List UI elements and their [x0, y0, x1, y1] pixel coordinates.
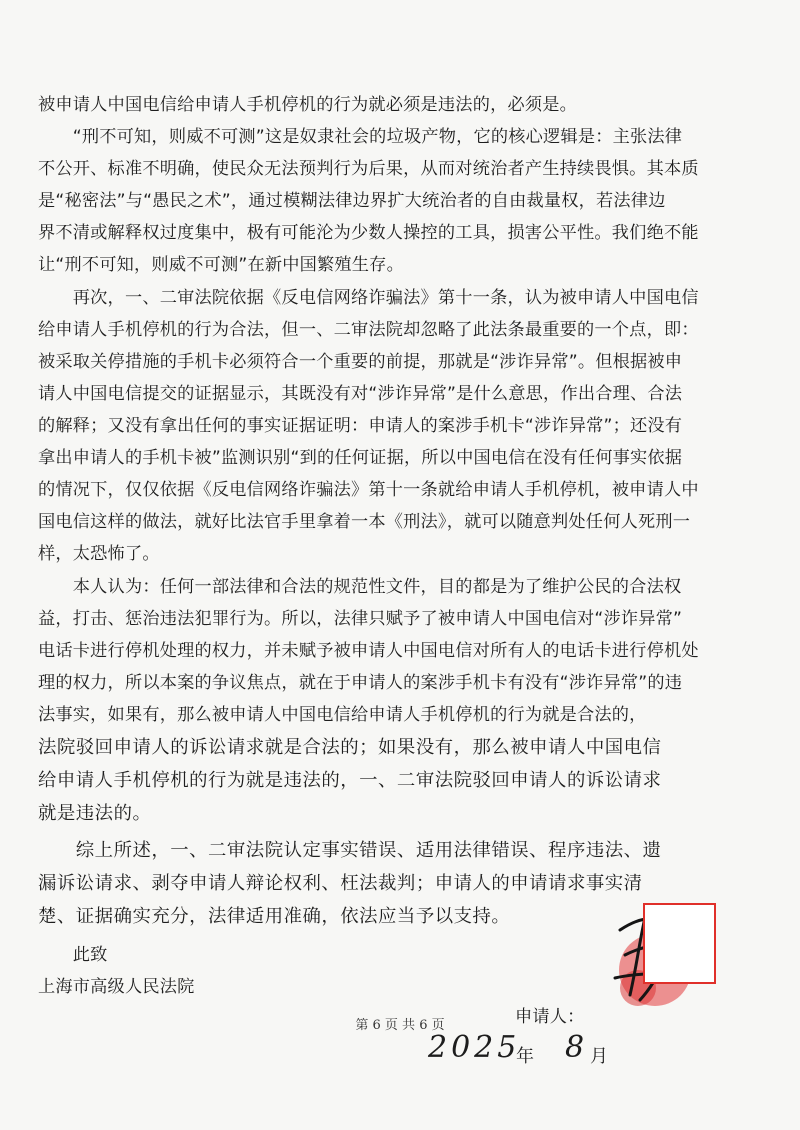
text-line: 法事实，如果有，那么被申请人中国电信给申请人手机停机的行为就是合法的，: [38, 705, 647, 725]
redaction-box: [643, 903, 716, 984]
handwritten-month: 8: [565, 1030, 585, 1065]
text-line: 益，打击、惩治违法犯罪行为。所以，法律只赋予了被申请人中国电信对“涉诈异常”: [38, 609, 683, 629]
text-line: 让“刑不可知，则威不可测”在新中国繁殖生存。: [38, 255, 404, 275]
text-line: 被采取关停措施的手机卡必须符合一个重要的前提，那就是“涉诈异常”。但根据被申: [38, 352, 683, 372]
text-line: 理的权力，所以本案的争议焦点，就在于申请人的案涉手机卡有没有“涉诈异常”的违: [38, 673, 683, 693]
text-line: 是“秘密法”与“愚民之术”，通过模糊法律边界扩大统治者的自由裁量权，若法律边: [38, 191, 666, 211]
text-line: 的解释；又没有拿出任何的事实证据证明：申请人的案涉手机卡“涉诈异常”；还没有: [38, 416, 683, 436]
month-label: 月: [590, 1046, 609, 1067]
text-line: “刑不可知，则威不可测”这是奴隶社会的垃圾产物，它的核心逻辑是：主张法律: [38, 127, 683, 147]
text-line: 电话卡进行停机处理的权力，并未赋予被申请人中国电信对所有人的电话卡进行停机处: [38, 641, 699, 661]
text-line: 国电信这样的做法，就好比法官手里拿着一本《刑法》，就可以随意判处任何人死刑一: [38, 512, 691, 532]
text-line: 综上所述，一、二审法院认定事实错误、适用法律错误、程序违法、遗: [38, 840, 662, 861]
handwritten-year: 2025: [428, 1030, 521, 1065]
text-line: 就是违法的。: [38, 803, 152, 824]
text-line: 被申请人中国电信给申请人手机停机的行为就必须是违法的，必须是。: [38, 95, 578, 115]
year-label: 年: [516, 1046, 535, 1067]
text-line: 楚、证据确实充分，法律适用准确，依法应当予以支持。: [38, 906, 511, 927]
text-line: 拿出申请人的手机卡被”监测识别“到的任何证据，所以中国电信在没有任何事实依据: [38, 448, 683, 468]
applicant-label: 申请人：: [515, 1007, 585, 1027]
text-line: 给申请人手机停机的行为合法，但一、二审法院却忽略了此法条最重要的一个点，即：: [38, 320, 699, 340]
text-line: 法院驳回申请人的诉讼请求就是合法的；如果没有，那么被申请人中国电信: [38, 737, 662, 758]
text-line: 漏诉讼请求、剥夺申请人辩论权利、枉法裁判；申请人的申请请求事实清: [38, 873, 643, 894]
text-line: 界不清或解释权过度集中，极有可能沦为少数人操控的工具，损害公平性。我们绝不能: [38, 223, 699, 243]
text-line: 给申请人手机停机的行为就是违法的，一、二审法院驳回申请人的诉讼请求: [38, 770, 662, 791]
text-line: 再次，一、二审法院依据《反电信网络诈骗法》第十一条，认为被申请人中国电信: [38, 288, 699, 308]
text-line: 的情况下，仅仅依据《反电信网络诈骗法》第十一条就给申请人手机停机，被申请人中: [38, 480, 699, 500]
text-line: 本人认为：任何一部法律和合法的规范性文件，目的都是为了维护公民的合法权: [38, 577, 682, 597]
text-line: 样，太恐怖了。: [38, 544, 160, 564]
text-line: 此致: [38, 945, 108, 965]
text-line: 不公开、标准不明确，使民众无法预判行为后果，从而对统治者产生持续畏惧。其本质: [38, 159, 699, 179]
text-line: 请人中国电信提交的证据显示，其既没有对“涉诈异常”是什么意思，作出合理、合法: [38, 384, 683, 404]
page-footer: 第 6 页 共 6 页: [355, 1018, 445, 1033]
text-line: 上海市高级人民法院: [38, 977, 195, 997]
